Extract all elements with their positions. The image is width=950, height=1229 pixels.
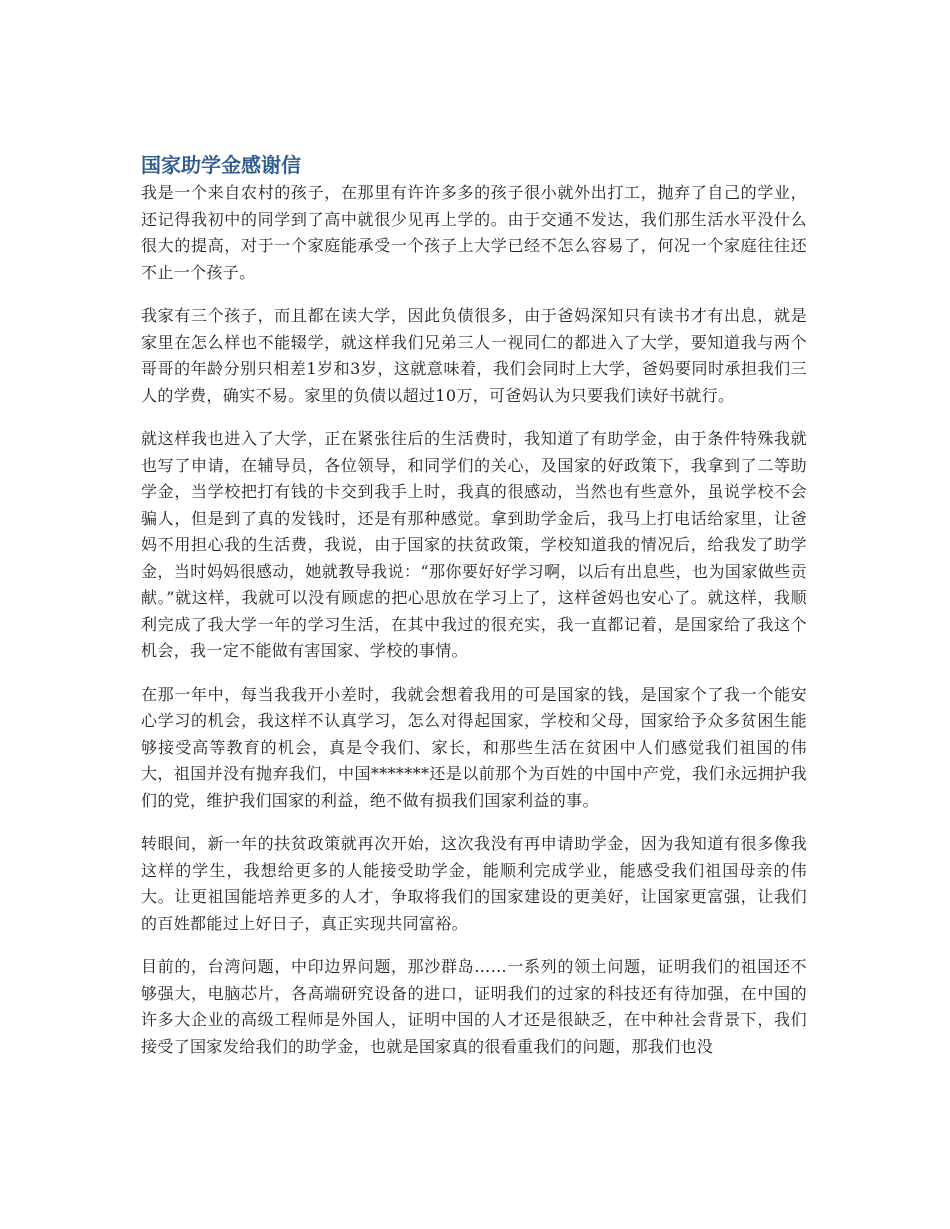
- paragraph-3: 就这样我也进入了大学，正在紧张往后的生活费时，我知道了有助学金，由于条件特殊我就也写了申请，在辅导员，各位领导，和同学们的关心，及国家的好政策下，我拿到了二等助学金，当学校把打有钱的卡交到我手上时，我真的很感动，当然也有些意外，虽说学校不会骗人，但是到了真的发钱时，还是有那种感觉。拿到助学金后，我马上打电话给家里，让爸妈不用担心我的生活费，我说，由于国家的扶贫政策，学校知道我的情况后，给我发了助学金，当时妈妈很感动，她就教导我说：“那你要好好学习啊，以后有出息些，也为国家做些贡献。”就这样，我就可以没有顾虑的把心思放在学习上了，这样爸妈也安心了。就这样，我顺利完成了我大学一年的学习生活，在其中我过的很充实，我一直都记着，是国家给了我这个机会，我一定不能做有害国家、学校的事情。: [141, 429, 807, 660]
- paragraph-5: 转眼间，新一年的扶贫政策就再次开始，这次我没有再申请助学金，因为我知道有很多像我这样的学生，我想给更多的人能接受助学金，能顺利完成学业，能感受我们祖国母亲的伟大。让更祖国能培养更多的人才，争取将我们的国家建设的更美好，让国家更富强，让我们的百姓都能过上好日子，真正实现共同富裕。: [141, 834, 807, 933]
- paragraph-2: 我家有三个孩子，而且都在读大学，因此负债很多，由于爸妈深知只有读书才有出息，就是家里在怎么样也不能辍学，就这样我们兄弟三人一视同仁的都进入了大学，要知道我与两个哥哥的年龄分别只相差1岁和3岁，这就意味着，我们会同时上大学，爸妈要同时承担我们三人的学费，确实不易。家里的负债以超过10万，可爸妈认为只要我们读好书就行。: [141, 306, 807, 405]
- paragraph-1: 我是一个来自农村的孩子，在那里有许许多多的孩子很小就外出打工，抛弃了自己的学业，还记得我初中的同学到了高中就很少见再上学的。由于交通不发达，我们那生活水平没什么很大的提高，对于一个家庭能承受一个孩子上大学已经不怎么容易了，何况一个家庭往往还不止一个孩子。: [141, 183, 807, 282]
- document-title: 国家助学金感谢信: [141, 153, 301, 177]
- paragraph-4: 在那一年中，每当我我开小差时，我就会想着我用的可是国家的钱，是国家个了我一个能安心学习的机会，我这样不认真学习，怎么对得起国家，学校和父母，国家给予众多贫困生能够接受高等教育的机会，真是令我们、家长，和那些生活在贫困中人们感觉我们祖国的伟大，祖国并没有抛弃我们，中国*******还是以前那个为百姓的中国中产党，我们永远拥护我们的党，维护我们国家的利益，绝不做有损我们国家利益的事。: [141, 684, 807, 810]
- paragraph-6: 目前的，台湾问题，中印边界问题，那沙群岛……一系列的领土问题，证明我们的祖国还不够强大，电脑芯片，各高端研究设备的进口，证明我们的过家的科技还有待加强，在中国的许多大企业的高级工程师是外国人，证明中国的人才还是很缺乏，在中种社会背景下，我们接受了国家发给我们的助学金，也就是国家真的很看重我们的问题，那我们也没: [141, 957, 807, 1056]
- document-body: [141, 150, 807, 1077]
